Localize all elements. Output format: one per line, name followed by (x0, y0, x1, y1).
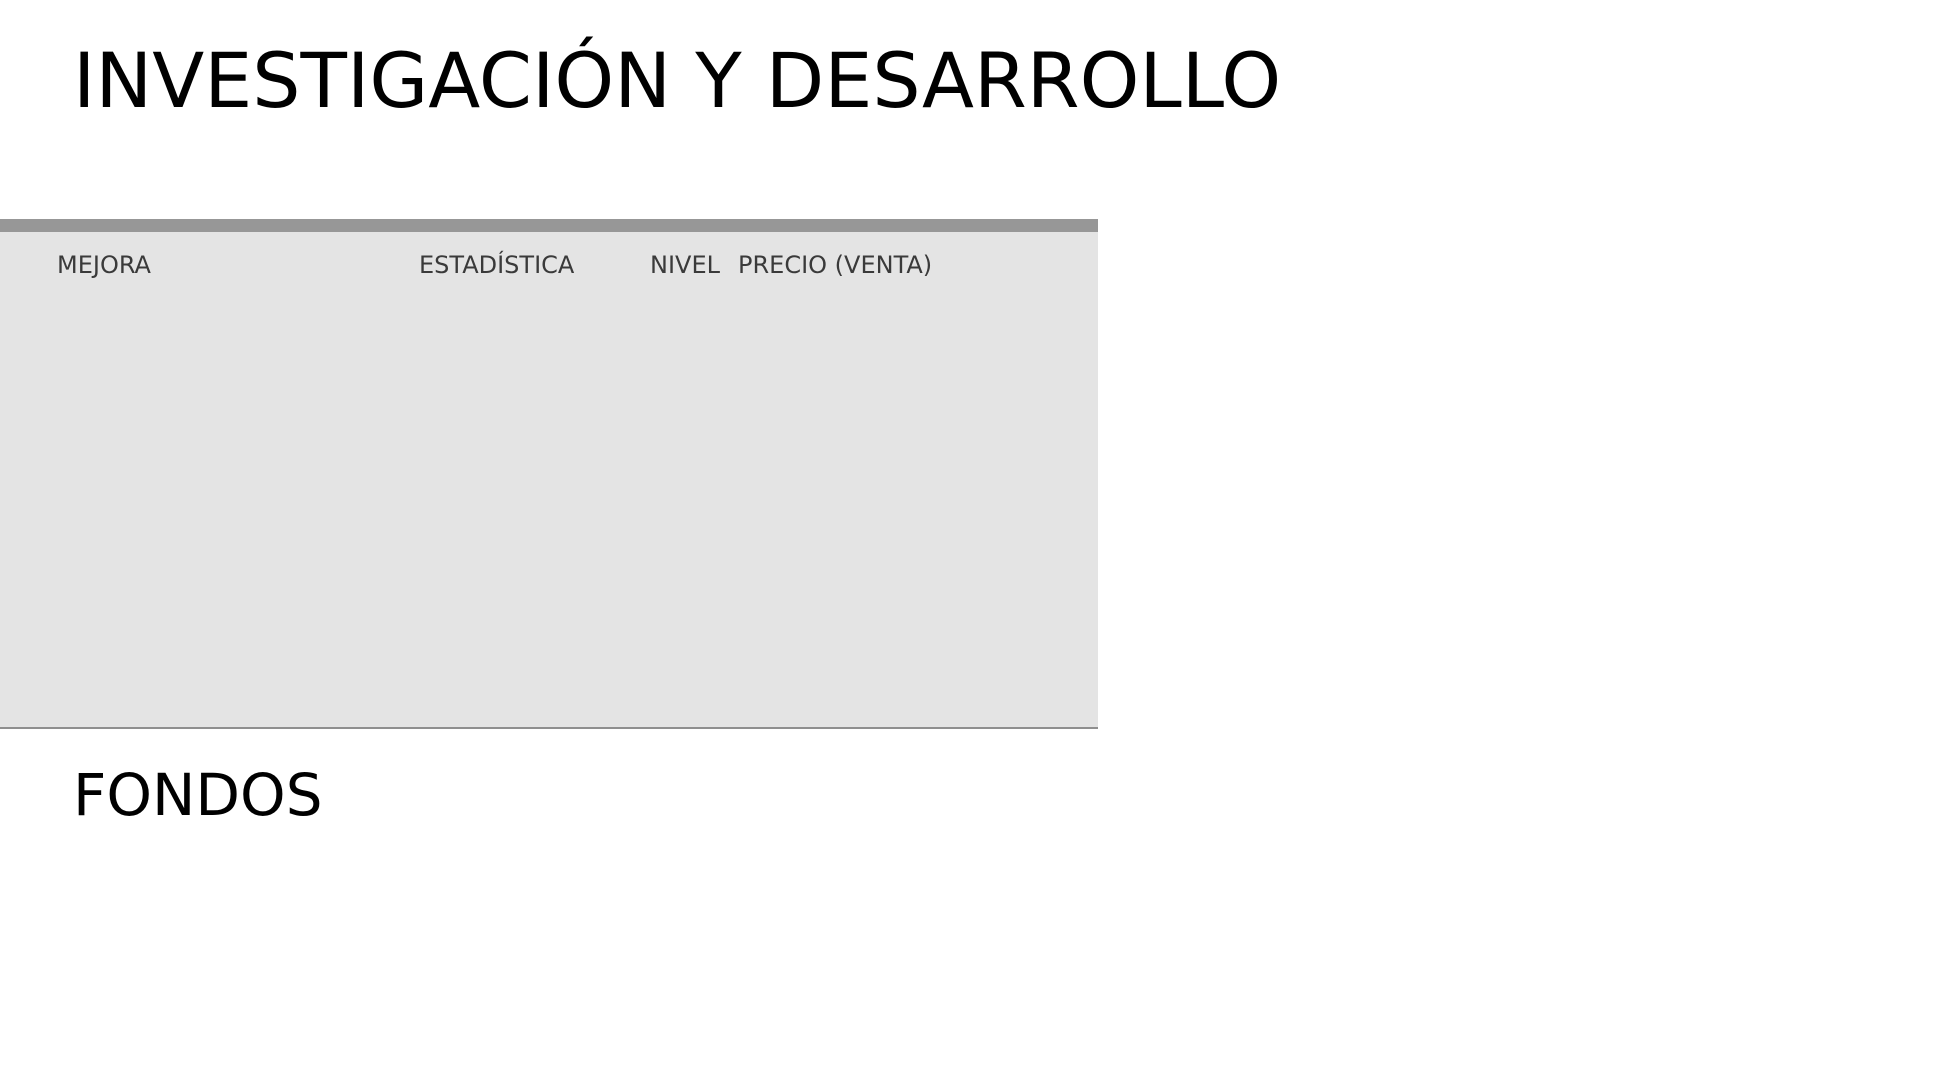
page-title: INVESTIGACIÓN Y DESARROLLO (73, 36, 1282, 125)
column-header-estadistica: ESTADÍSTICA (419, 251, 575, 279)
column-header-mejora: MEJORA (57, 251, 151, 279)
column-header-nivel: NIVEL (650, 251, 720, 279)
funds-title: FONDOS (73, 761, 323, 829)
upgrades-table (0, 219, 1098, 729)
column-header-precio: PRECIO (VENTA) (738, 251, 933, 279)
